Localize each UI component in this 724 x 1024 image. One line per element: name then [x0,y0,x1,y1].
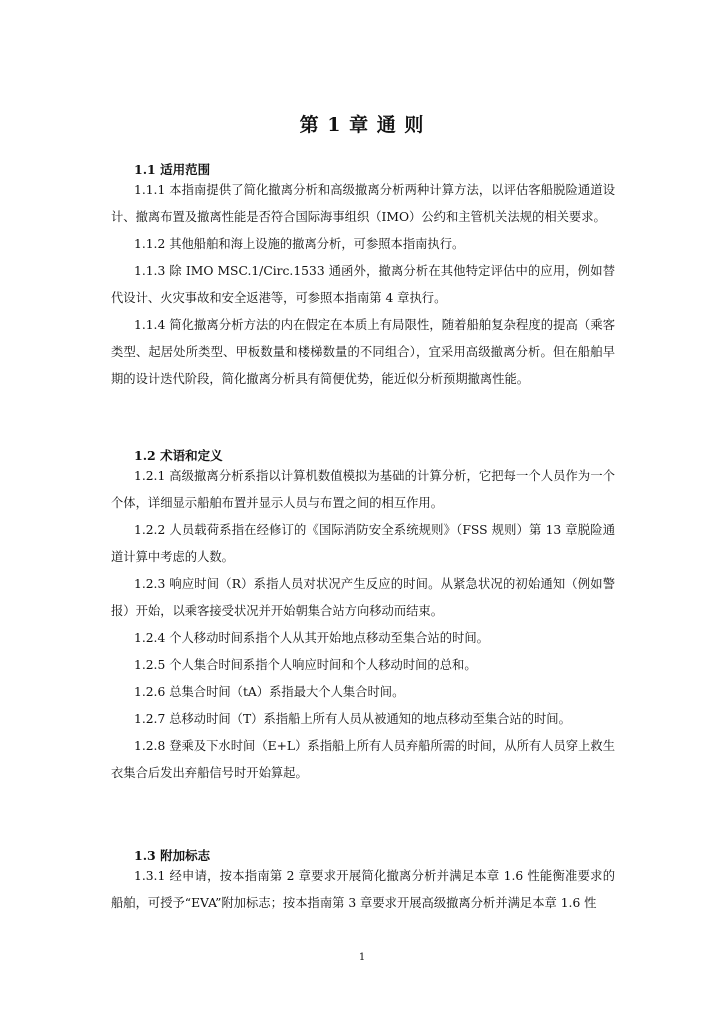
paragraph-1-1-1: 1.1.1 本指南提供了简化撤离分析和高级撤离分析两种计算方法，以评估客船脱险通道设计、撤离布置及撤离性能是否符合国际海事组织（IMO）公约和主管机关法规的相关要求。 [111,183,615,224]
paragraph-1-2-4: 1.2.4 个人移动时间系指个人从其开始地点移动至集合站的时间。 [134,631,489,645]
paragraph-1-2-1: 1.2.1 高级撤离分析系指以计算机数值模拟为基础的计算分析，它把每一个人员作为一个个体，详细显示船舶布置并显示人员与布置之间的相互作用。 [111,469,615,510]
paragraph-1-2-7: 1.2.7 总移动时间（T）系指船上所有人员从被通知的地点移动至集合站的时间。 [134,712,571,726]
section-heading-1-2: 1.2 术语和定义 [134,448,223,463]
paragraph-1-2-6: 1.2.6 总集合时间（tA）系指最大个人集合时间。 [134,685,405,699]
paragraph-1-2-5: 1.2.5 个人集合时间系指个人响应时间和个人移动时间的总和。 [134,658,477,672]
paragraph-1-2-8: 1.2.8 登乘及下水时间（E+L）系指船上所有人员弃船所需的时间，从所有人员穿上救生衣集合后发出弃船信号时开始算起。 [111,739,615,780]
section-heading-1-1: 1.1 适用范围 [134,162,211,177]
chapter-title: 第 1 章 通 则 [299,114,425,136]
section-heading-1-3: 1.3 附加标志 [134,848,211,863]
paragraph-1-2-3: 1.2.3 响应时间（R）系指人员对状况产生反应的时间。从紧急状况的初始通知（例如警报）开始，以乘客接受状况并开始朝集合站方向移动而结束。 [111,577,615,618]
paragraph-1-1-3: 1.1.3 除 IMO MSC.1/Circ.1533 通函外，撤离分析在其他特定评估中的应用，例如替代设计、火灾事故和安全返港等，可参照本指南第 4 章执行。 [111,264,615,305]
paragraph-1-3-1: 1.3.1 经申请，按本指南第 2 章要求开展简化撤离分析并满足本章 1.6 性能衡准要求的船舶，可授予“EVA”附加标志；按本指南第 3 章要求开展高级撤离分析并满足本章 1.6 性 [111,869,615,910]
paragraph-1-2-2: 1.2.2 人员载荷系指在经修订的《国际消防安全系统规则》（FSS 规则）第 13 章脱险通道计算中考虑的人数。 [111,523,615,564]
page-number: 1 [358,952,366,963]
paragraph-1-1-4: 1.1.4 简化撤离分析方法的内在假定在本质上有局限性，随着船舶复杂程度的提高（乘客类型、起居处所类型、甲板数量和楼梯数量的不同组合），宜采用高级撤离分析。但在船舶早期的设计迭代阶段，简化撤离分析具有简便优势，能近似分析预期撤离性能。 [111,318,615,386]
paragraph-1-1-2: 1.1.2 其他船舶和海上设施的撤离分析，可参照本指南执行。 [134,237,465,251]
